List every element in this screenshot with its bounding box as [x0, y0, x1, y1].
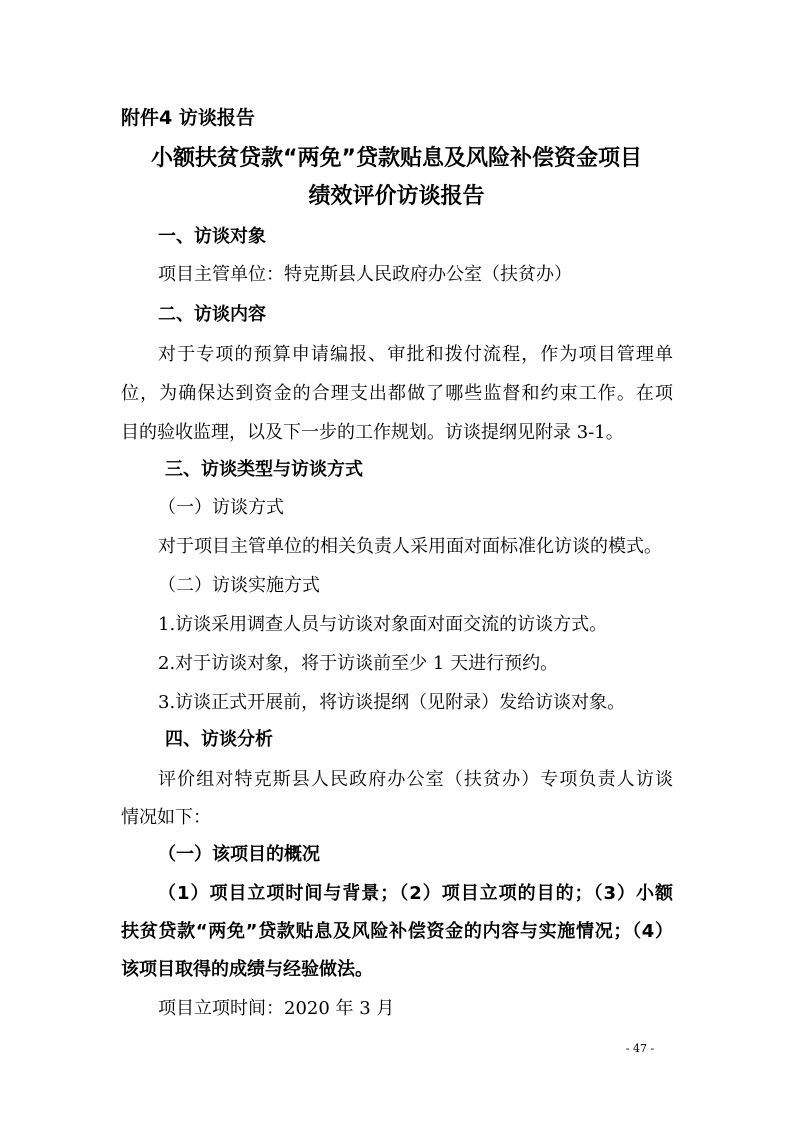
section-1-text: 项目主管单位：特克斯县人民政府办公室（扶贫办） [158, 264, 572, 285]
page-title-line-2: 绩效评价访谈报告 [308, 184, 485, 209]
section-4-sub-1: （一）该项目的概况 [158, 844, 320, 865]
section-4-intro-line-2: 情况如下： [121, 807, 211, 828]
section-4-bold-line-1: （1）项目立项时间与背景；（2）项目立项的目的；（3）小额 [158, 883, 673, 904]
page-number: - 47 - [625, 1042, 655, 1055]
section-1-heading: 一、访谈对象 [158, 226, 266, 247]
section-2-line-3: 目的验收监理，以及下一步的工作规划。访谈提纲见附录 3-1。 [121, 422, 624, 443]
section-4-bold-line-3: 该项目取得的成绩与经验做法。 [121, 959, 373, 980]
section-2-heading: 二、访谈内容 [158, 304, 266, 325]
section-3-sub-2: （二）访谈实施方式 [158, 575, 320, 596]
section-3-item-1: 1.访谈采用调查人员与访谈对象面对面交流的访谈方式。 [158, 614, 608, 635]
section-3-item-3: 3.访谈正式开展前，将访谈提纲（见附录）发给访谈对象。 [158, 692, 626, 713]
project-start-time: 项目立项时间：2020 年 3 月 [158, 998, 395, 1019]
section-3-item-2: 2.对于访谈对象，将于访谈前至少 1 天进行预约。 [158, 653, 559, 674]
section-4-bold-line-2: 扶贫贷款“两免”贷款贴息及风险补偿资金的内容与实施情况；（4） [121, 921, 673, 942]
attachment-label: 附件4 访谈报告 [121, 107, 255, 129]
section-4-intro-line-1: 评价组对特克斯县人民政府办公室（扶贫办）专项负责人访谈 [158, 769, 673, 790]
section-3-sub-1: （一）访谈方式 [158, 497, 284, 518]
section-4-heading: 四、访谈分析 [165, 729, 273, 750]
section-2-line-2: 位，为确保达到资金的合理支出都做了哪些监督和约束工作。在项 [121, 383, 673, 404]
section-3-sub-1-text: 对于项目主管单位的相关负责人采用面对面标准化访谈的模式。 [158, 536, 662, 557]
section-2-line-1: 对于专项的预算申请编报、审批和拨付流程，作为项目管理单 [158, 344, 673, 365]
page-title-line-1: 小额扶贫贷款“两免”贷款贴息及风险补偿资金项目 [151, 146, 642, 171]
section-3-heading: 三、访谈类型与访谈方式 [165, 459, 363, 480]
